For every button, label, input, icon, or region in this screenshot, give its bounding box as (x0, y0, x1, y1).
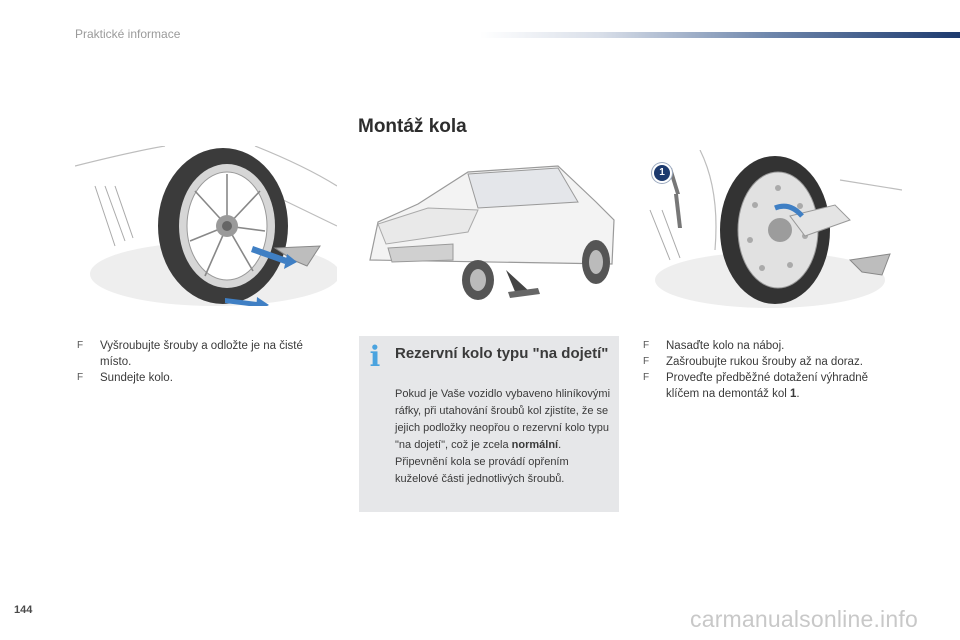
step-marker: F (643, 372, 650, 383)
watermark: carmanualsonline.info (690, 606, 918, 632)
step-text-bold: 1 (790, 388, 797, 400)
step-item (643, 354, 898, 370)
step-item (643, 370, 898, 402)
info-title: Rezervní kolo typu "na dojetí" (395, 345, 609, 362)
info-icon: i (369, 340, 381, 373)
illustration-mount-wheel (640, 150, 902, 310)
step-text-after: . (796, 388, 800, 400)
info-text (395, 386, 615, 488)
step-text: Sundejte kolo. (100, 372, 173, 384)
step-text: Zašroubujte rukou šrouby až na doraz. (666, 356, 863, 368)
step-marker: F (643, 356, 650, 367)
left-steps (77, 338, 327, 386)
header-gradient-bar (480, 32, 960, 38)
step-marker: F (77, 340, 84, 351)
step-marker: F (643, 340, 650, 351)
right-steps (643, 338, 898, 402)
illustration-car-on-jack (358, 152, 620, 302)
step-item (77, 370, 327, 386)
step-marker: F (77, 372, 84, 383)
illustration-remove-wheel (75, 146, 337, 306)
info-text-bold: normální (511, 439, 559, 451)
info-box (359, 336, 619, 512)
page-title: Montáž kola (358, 116, 467, 137)
info-text-after: . Připevnění kola se provádí opřením kuželové části jednotlivých šroubů. (395, 439, 569, 485)
step-item (77, 338, 327, 370)
step-item (643, 338, 898, 354)
step-text: Nasaďte kolo na náboj. (666, 340, 785, 352)
info-text-before: Pokud je Vaše vozidlo vybaveno hliníkovými ráfky, při utahování šroubů kol zjistíte, že se jejich podložky neopřou o rezervní kolo typu "na dojetí", což je zcela (395, 388, 611, 451)
callout-number-1: 1 (654, 165, 670, 181)
page-number: 144 (14, 604, 33, 616)
step-text: Vyšroubujte šrouby a odložte je na čisté místo. (100, 340, 303, 368)
section-header: Praktické informace (75, 27, 181, 41)
step-text: Proveďte předběžné dotažení výhradně klíčem na demontáž kol (666, 372, 869, 400)
